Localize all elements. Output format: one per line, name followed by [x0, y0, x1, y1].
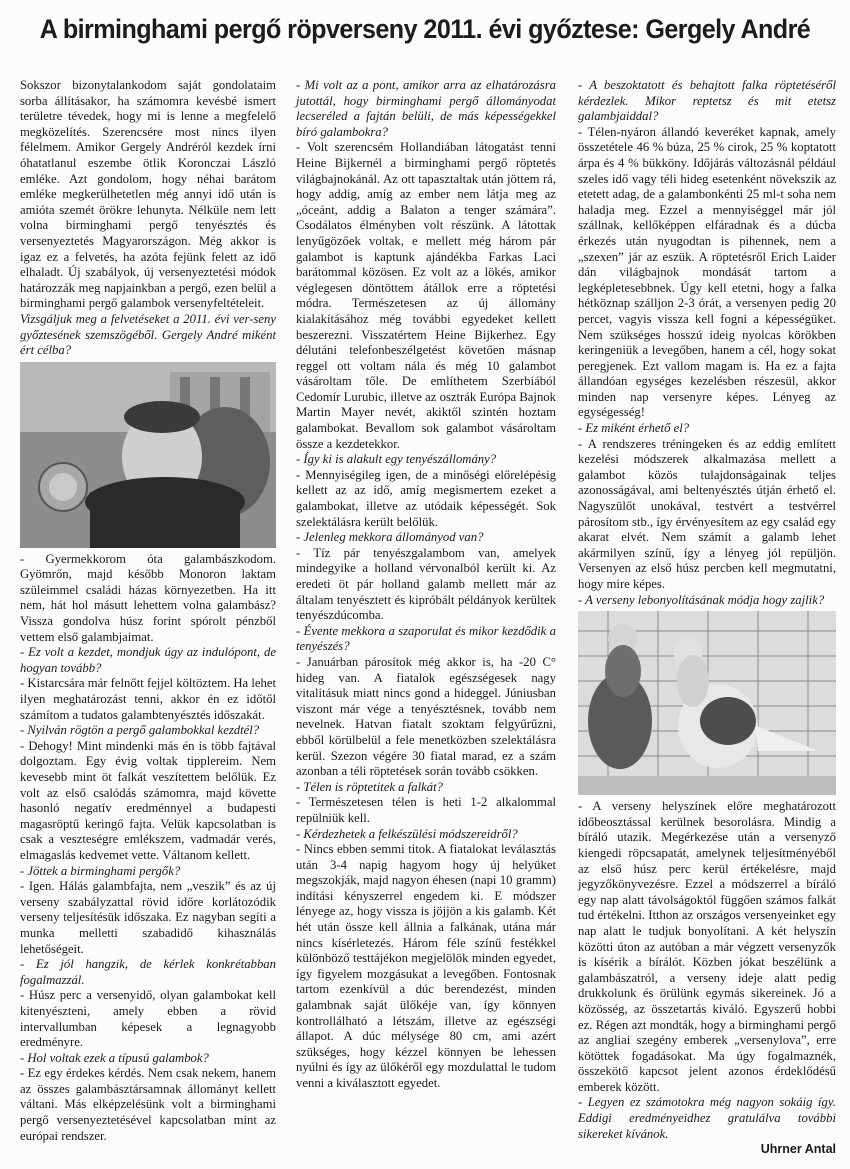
answer-paragraph: - Kistarcsára már felnőtt fejjel költöztem. Ha lehet ilyen meghatározást tenni, akkor én ez időtől számítom a tudatos galambtenyésztés időszakát.: [20, 676, 276, 722]
answer-paragraph: - Dehogy! Mint mindenki más én is több fajtával dolgoztam. Egy évig voltak tipplereim. Nem kevesebb mint öt falkát veszítettem belőlük. Ez volt az első csalódás számomra, majd követte hasonló negatív eredménnyel a budapesti magasröptű keringő fajta. Velük kapcsolatban is csak a veszteségre emlékszem, vadmadár verés, elmagaslás kedvemet vette. Váltanom kellett.: [20, 738, 276, 862]
article-title: A birminghami pergő röpverseny 2011. évi győztese: Gergely André: [39, 14, 811, 44]
portrait-photo-icon: [20, 362, 276, 548]
answer-paragraph: - A verseny helyszínek előre meghatározott időbeosztással kerülnek besorolásra. Mindig a bíráló utazik. Megérkezése után a versenyző kiengedi röpcsapatát, amelynek teljesítményéből az első húsz perc kerül értékelésre, majd jegyzőkönyvezésre. Ezzel a módszerrel a bíráló egy nap alatt távolságoktól függően számos falkát tud értékelni. Itthon az országos versenyeinket egy nap alatt le tudjuk bonyolítani. A két helyszín közötti úton az autóban a már végzett versenyzők is kísérik a bírálót. Közben jókat beszélünk a galambászatról, a verseny ideje alatt pedig drukkolunk és örülünk egymás sikereinek. Jó a közösség, az összetartás kiváló. Egyszerű hobbi ez. Régen azt mondták, hogy a birminghami pergő az angliai szegény emberek „versenylova”, erre kötöttek fogadásokat. Ma úgy fogalmaznék, összekötő kapcsot jelent azonos érdeklődésű emberek között.: [578, 799, 836, 1094]
answer-paragraph: - Igen. Hálás galambfajta, nem „veszik” és az új verseny szabályzattal rövid időre korlátozódik verseny teljesítésük időszaka. Ez nagyban segíti a munka melletti szabadidő kihasználás lehetőségeit.: [20, 879, 276, 956]
question-paragraph: - Így ki is alakult egy tenyészállomány?: [296, 452, 497, 467]
answer-paragraph: - Januárban párosítok még akkor is, ha -20 C° hideg van. A fiatalok egészségesek nagy vitalitásuk miatt nincs gond a hideggel. Júniusban viszont már vége a tenyésztésnek, tovább nem nevelnek. Hatvan fiatalt szoktam felgyűrűzni, ebből körülbelül a fele menetközben szelektálásra kerül. Szezon végére 30 fiatal marad, ez a szám azonban a téli röptetések során tovább csökken.: [296, 654, 556, 779]
answer-paragraph: - A rendszeres tréningeken és az eddig említett kezelési módszerek alkalmazása mellett a galambot közös tulajdonságainak teljes azonosságával, ami beltenyésztés útján érhető el. Nagyszülőt unokával, testvért a testvérrel párosítom stb., így érvényesítem az egy család egy akarat elvét. Nem számít a galamb lehet akármilyen színű, így a lényeg jól repüljön. Versenyen az első húsz percben kell megmutatni, hogy mire képes.: [578, 436, 836, 591]
answer-paragraph: - Volt szerencsém Hollandiában látogatást tenni Heine Bijkernél a birminghami pergő röptetés világbajnokánál. Az ott tapasztaltak után jöttem rá, hogy addig, amíg az ember nem látja meg az „óceánt, addig a Balaton a tenger számára”. Csodálatos élményben volt részünk. A látottak lenyűgözőek voltak, e mellett még három pár galambot is kaptunk ajándékba Farkas Laci barátommal közösen. Ez volt az a lökés, amikor véglegesen döntöttem átállok erre a röptetési módra. Természetesen az új állomány kialakításához még további egyedeket kellett beszerezni. Visszatértem Heine Bijkerhez. Egy délutáni telefonbeszélgetést követően másnap reggel ott voltam nála és még 10 galambot vásároltam tőle. De említhetem Szerbiából Cedomír Lurubic, illetve az osztrák Európa Bajnok Martin Mayer nevét, akiktől szintén hoztam galambokat. Bevallom sok galambot vásároltam össze a kezdetekkor.: [296, 140, 556, 451]
question-paragraph: - Ez jól hangzik, de kérlek konkrétabban fogalmazzál.: [20, 957, 276, 987]
column-2: [296, 78, 556, 1092]
answer-paragraph: - Nincs ebben semmi titok. A fiatalokat leválasztás után 3-4 napig hagyom hogy új helyüket megszokják, majd nagyon éhesen (napi 10 gramm) indítási kényszerrel engedem ki. E módszer lényege az, hogy vissza is jöjjön a kis galamb. Két hét után össze kell állnia a falkának, utána már nincs kísérletezés. Három féle színű festékkel különböző testtájékon megjelölök minden egyedet, így figyelem mozgásukat a levegőben. Fontosnak tartom ezenkívül a dúc berendezést, minden galambnak saját ülőkéje van, így könnyen kontrollálható a létszám, illetve az egészségi állapot. A dúc mélysége 80 cm, ami azért szükséges, hogy kézzel könnyen be lehessen nyúlni és így az ülőkéről egy mozdulattal le tudom venni a kiválasztott egyedet.: [296, 842, 556, 1090]
question-paragraph: - Jöttek a birminghami pergők?: [20, 863, 181, 878]
answer-paragraph: - Gyermekkorom óta galambászkodom. Gyömrőn, majd később Monoron laktam szüleimmel családi házas környezetben. Ha itt nem, hát hol másutt lehettem volna galambász? Vissza gondolva húsz forint spórolt pénzből vettem első galambjaimat.: [20, 551, 276, 644]
column-1: [20, 78, 276, 1144]
question-paragraph: - Legyen ez számotokra még nagyon sokáig így. Eddigi eredményeidhez gratulálva további sikereket kívánok.: [578, 1095, 836, 1141]
answer-paragraph: Sokszor bizonytalankodom saját gondolataim sorba állításakor, ha számomra kevésbé ismert területre tévedek, hogy mi is lenne a megfelelő megközelítés. Szerencsére most nincs ilyen félelmem. Amikor Gergely Andréról kezdek írni óhatatlanul eszembe ötlik Koronczai László emléke. Azt gondolom, hogy néhai barátom emléke megkerülhetetlen még annyi idő után is amióta szemét örökre lehunyta. Nélküle nem lett volna birminghami pergő tenyésztés és versenyeztetés Magyarországon. Még akkor is igaz ez a felvetés, ha azóta fejünk felett az idő elhaladt. Új szabályok, új versenyeztetési módok határozzák meg napjainkban a pergő, ezen belül a birminghami pergő galambok versenyfeltételeit.: [20, 78, 276, 311]
question-paragraph: - Ez volt a kezdet, mondjuk úgy az indulópont, de hogyan tovább?: [20, 645, 276, 675]
question-paragraph: - Mi volt az a pont, amikor arra az elhatározásra jutottál, hogy birminghami pergő állományodat lecseréled a fajtán belüli, de más képességekkel bíró galambokra?: [296, 78, 556, 139]
answer-paragraph: - Húsz perc a versenyidő, olyan galambokat kell kitenyészteni, amely ebben a rövid intervallumban képesek a legnagyobb eredményre.: [20, 988, 276, 1050]
answer-paragraph: - Ez egy érdekes kérdés. Nem csak nekem, hanem az összes galambásztársamnak állományt kellett váltani. Más elképzelésünk volt a birminghami pergő versenyeztetésével kapcsolatban mint az európai rendszer.: [20, 1066, 276, 1143]
question-paragraph: - Hol voltak ezek a típusú galambok?: [20, 1050, 209, 1065]
portrait-photo: [20, 362, 276, 548]
question-paragraph: - Kérdezhetek a felkészülési módszereidről?: [296, 826, 518, 841]
answer-paragraph: - Természetesen télen is heti 1-2 alkalommal repülniük kell.: [296, 795, 556, 825]
question-paragraph: - Ez miként érhető el?: [578, 421, 690, 436]
question-paragraph: Vizsgáljuk meg a felvetéseket a 2011. évi ver-seny győztesének szemszögéből. Gergely André miként ért célba?: [20, 311, 276, 358]
answer-paragraph: - Télen-nyáron állandó keveréket kapnak, amely összetétele 46 % búza, 25 % cirok, 25 % koptatott árpa és 4 % bükköny. Időjárás változásnál például szeles idő vagy téli hideg esetenként növekszik az etetett adag, de a galambonkénti 25 ml-t soha nem haladja meg. Ezzel a mennyiséggel már jól szállnak, kellőképpen elfáradnak és a dúcba érkezés után nyugodtan is pihennek, nem a „szexen” jár az eszük. A röptetésről Erich Laider dán világbajnok mondását tartom a legképletesebbnek. Úgy kell etetni, hogy a falka hétköznap szálljon 2-3 órát, a versenyen pedig 20 percet, vagyis vissza kell fogni a képességüket. Nem szükséges hosszú ideig nyolcas körökben keringeniük a levegőben, hanem a cél, hogy sokat peregjenek. Ezt vallom magam is. Ha ez a fajta állandóan egységes kezelésben részesül, akkor minden nap versenyre képes. Lényeg az egységesség!: [578, 124, 836, 420]
question-paragraph: - A beszoktatott és behajtott falka röptetéséről kérdezlek. Mikor reptetsz és mit etetsz galambjaiddal?: [578, 78, 836, 124]
question-paragraph: - Évente mekkora a szaporulat és mikor kezdődik a tenyészés?: [296, 623, 556, 654]
question-paragraph: - A verseny lebonyolításának módja hogy zajlik?: [578, 592, 825, 607]
column-3: [578, 78, 836, 1158]
pigeons-photo: [578, 611, 836, 795]
answer-paragraph: - Tíz pár tenyészgalambom van, amelyek mindegyike a holland vérvonalból került ki. Az eredeti öt pár holland galamb mellett már az általam tenyésztett és kipróbált példányok kerültek tenyészdúcomba.: [296, 545, 556, 623]
question-paragraph: - Nyilván rögtön a pergő galambokkal kezdtél?: [20, 723, 260, 738]
question-paragraph: - Jelenleg mekkora állományod van?: [296, 530, 484, 545]
pigeons-photo-icon: [578, 611, 836, 795]
question-paragraph: - Télen is röptetitek a falkát?: [296, 779, 443, 794]
answer-paragraph: - Mennyiségileg igen, de a minőségi előrelépésig kellett az az idő, amíg megismertem ezeket a galambokat, illetve az utódaik képességét. Sok szelektálásra került belőlük.: [296, 467, 556, 529]
author-name: Uhrner Antal: [760, 1142, 836, 1157]
